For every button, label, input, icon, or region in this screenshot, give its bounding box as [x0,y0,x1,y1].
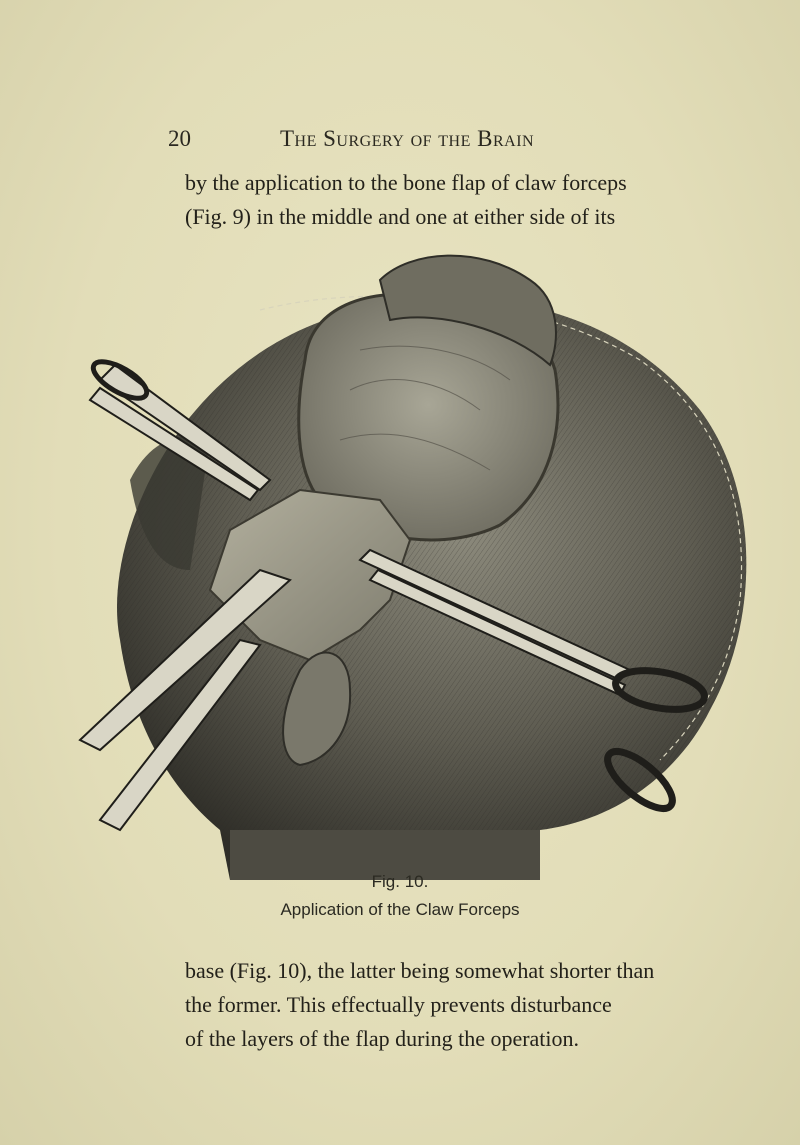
figure-caption: Application of the Claw Forceps [280,900,520,919]
text-line: by the application to the bone flap of claw forceps [185,170,627,195]
text-line: of the layers of the flap during the operation. [185,1026,580,1051]
text-line: base (Fig. 10), the latter being somewhat shorter than [185,958,655,983]
figure-illustration [60,240,760,900]
paragraph-bottom [185,954,655,1056]
page-header [168,126,668,156]
paragraph-top [185,166,645,234]
text-line: (Fig. 9) in the middle and one at either side of its [185,204,616,229]
claw-forceps-engraving [60,240,760,900]
page-number: 20 [168,126,191,151]
running-title: The Surgery of the Brain [280,126,535,151]
figure-label: Fig. 10. [371,872,429,891]
text-line: the former. This effectually prevents disturbance [185,992,612,1017]
